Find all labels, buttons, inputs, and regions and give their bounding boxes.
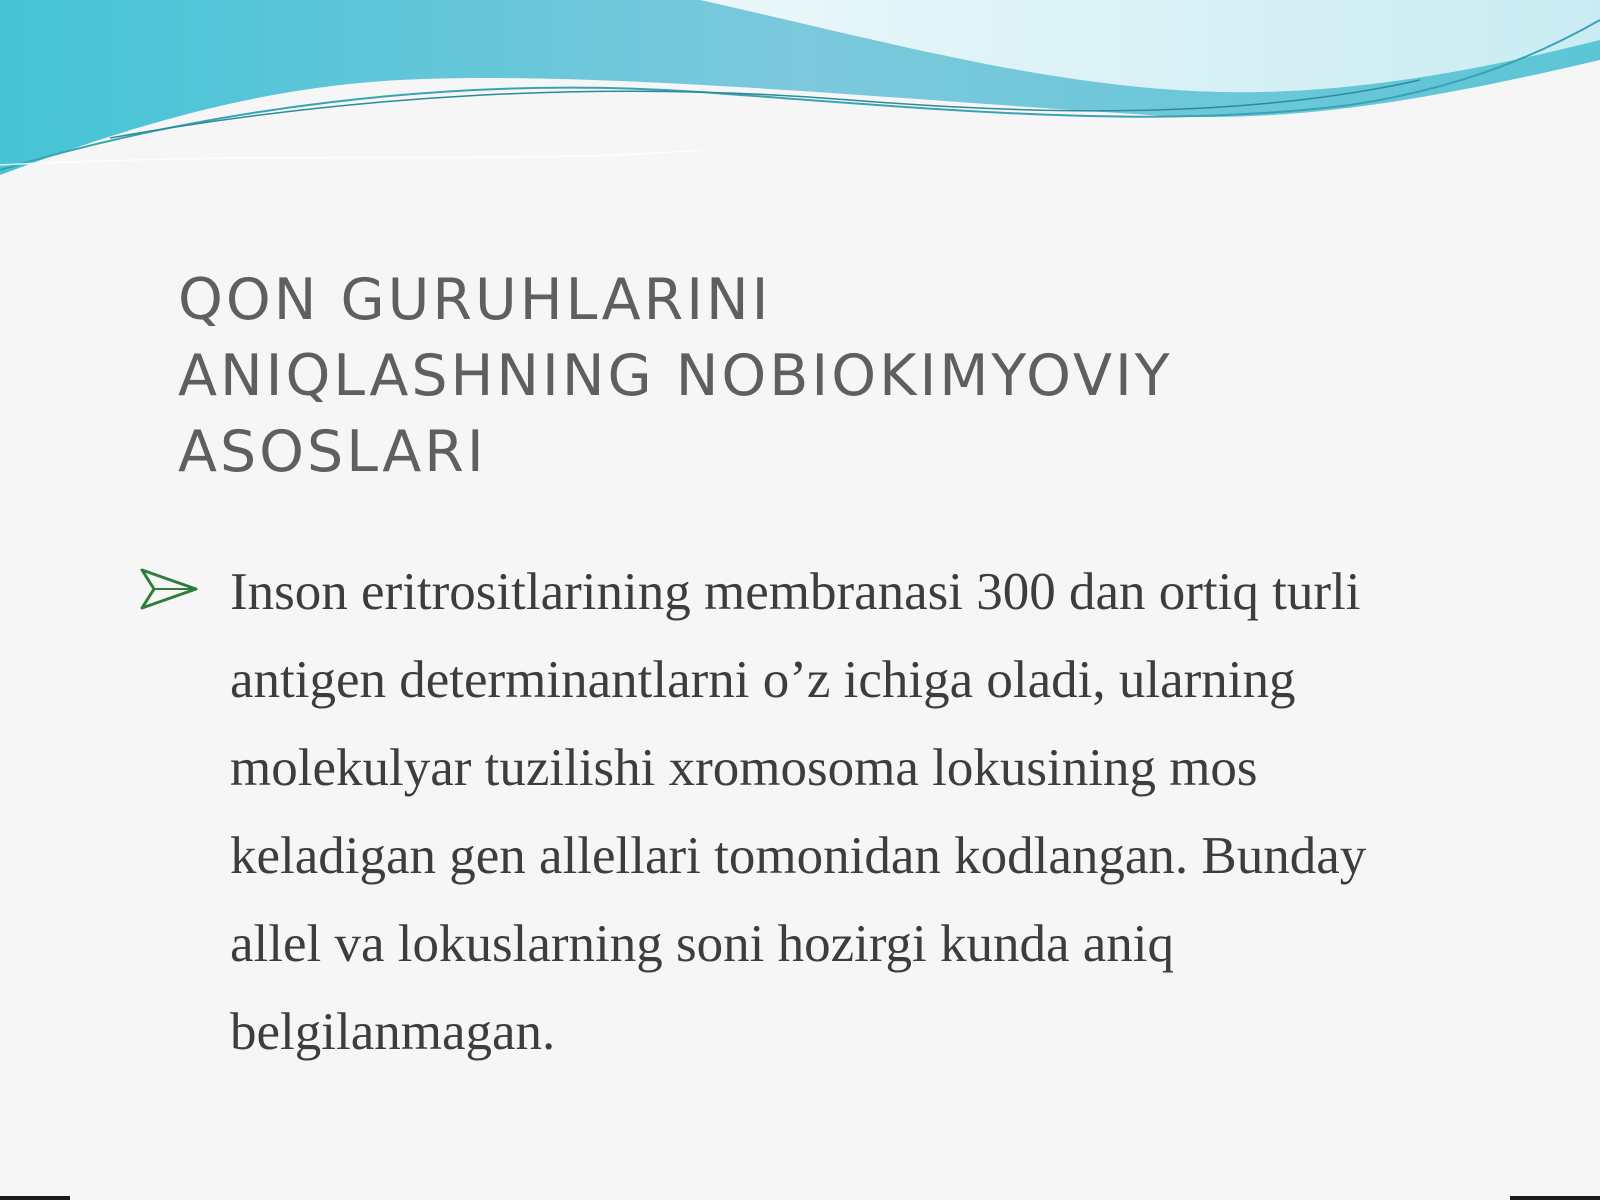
header-wave-decoration [0,0,1600,200]
corner-mark-left [0,1196,70,1200]
corner-mark-right [1510,1196,1600,1200]
slide-title: QON GURUHLARINI ANIQLASHNING NOBIOKIMYOVIY ASOSLARI [178,267,1173,485]
arrow-bullet-icon [138,566,200,612]
bullet-text: Inson eritrositlarining membranasi 300 dan ortiq turli antigen determinantlarni o’z ichiga oladi, ularning molekulyar tuzilishi xromosoma lokusining mos keladigan gen allellari tomonidan kodlangan. Bunday allel va lokuslarning soni hozirgi kunda aniq belgilanmagan. [230,563,1367,1061]
